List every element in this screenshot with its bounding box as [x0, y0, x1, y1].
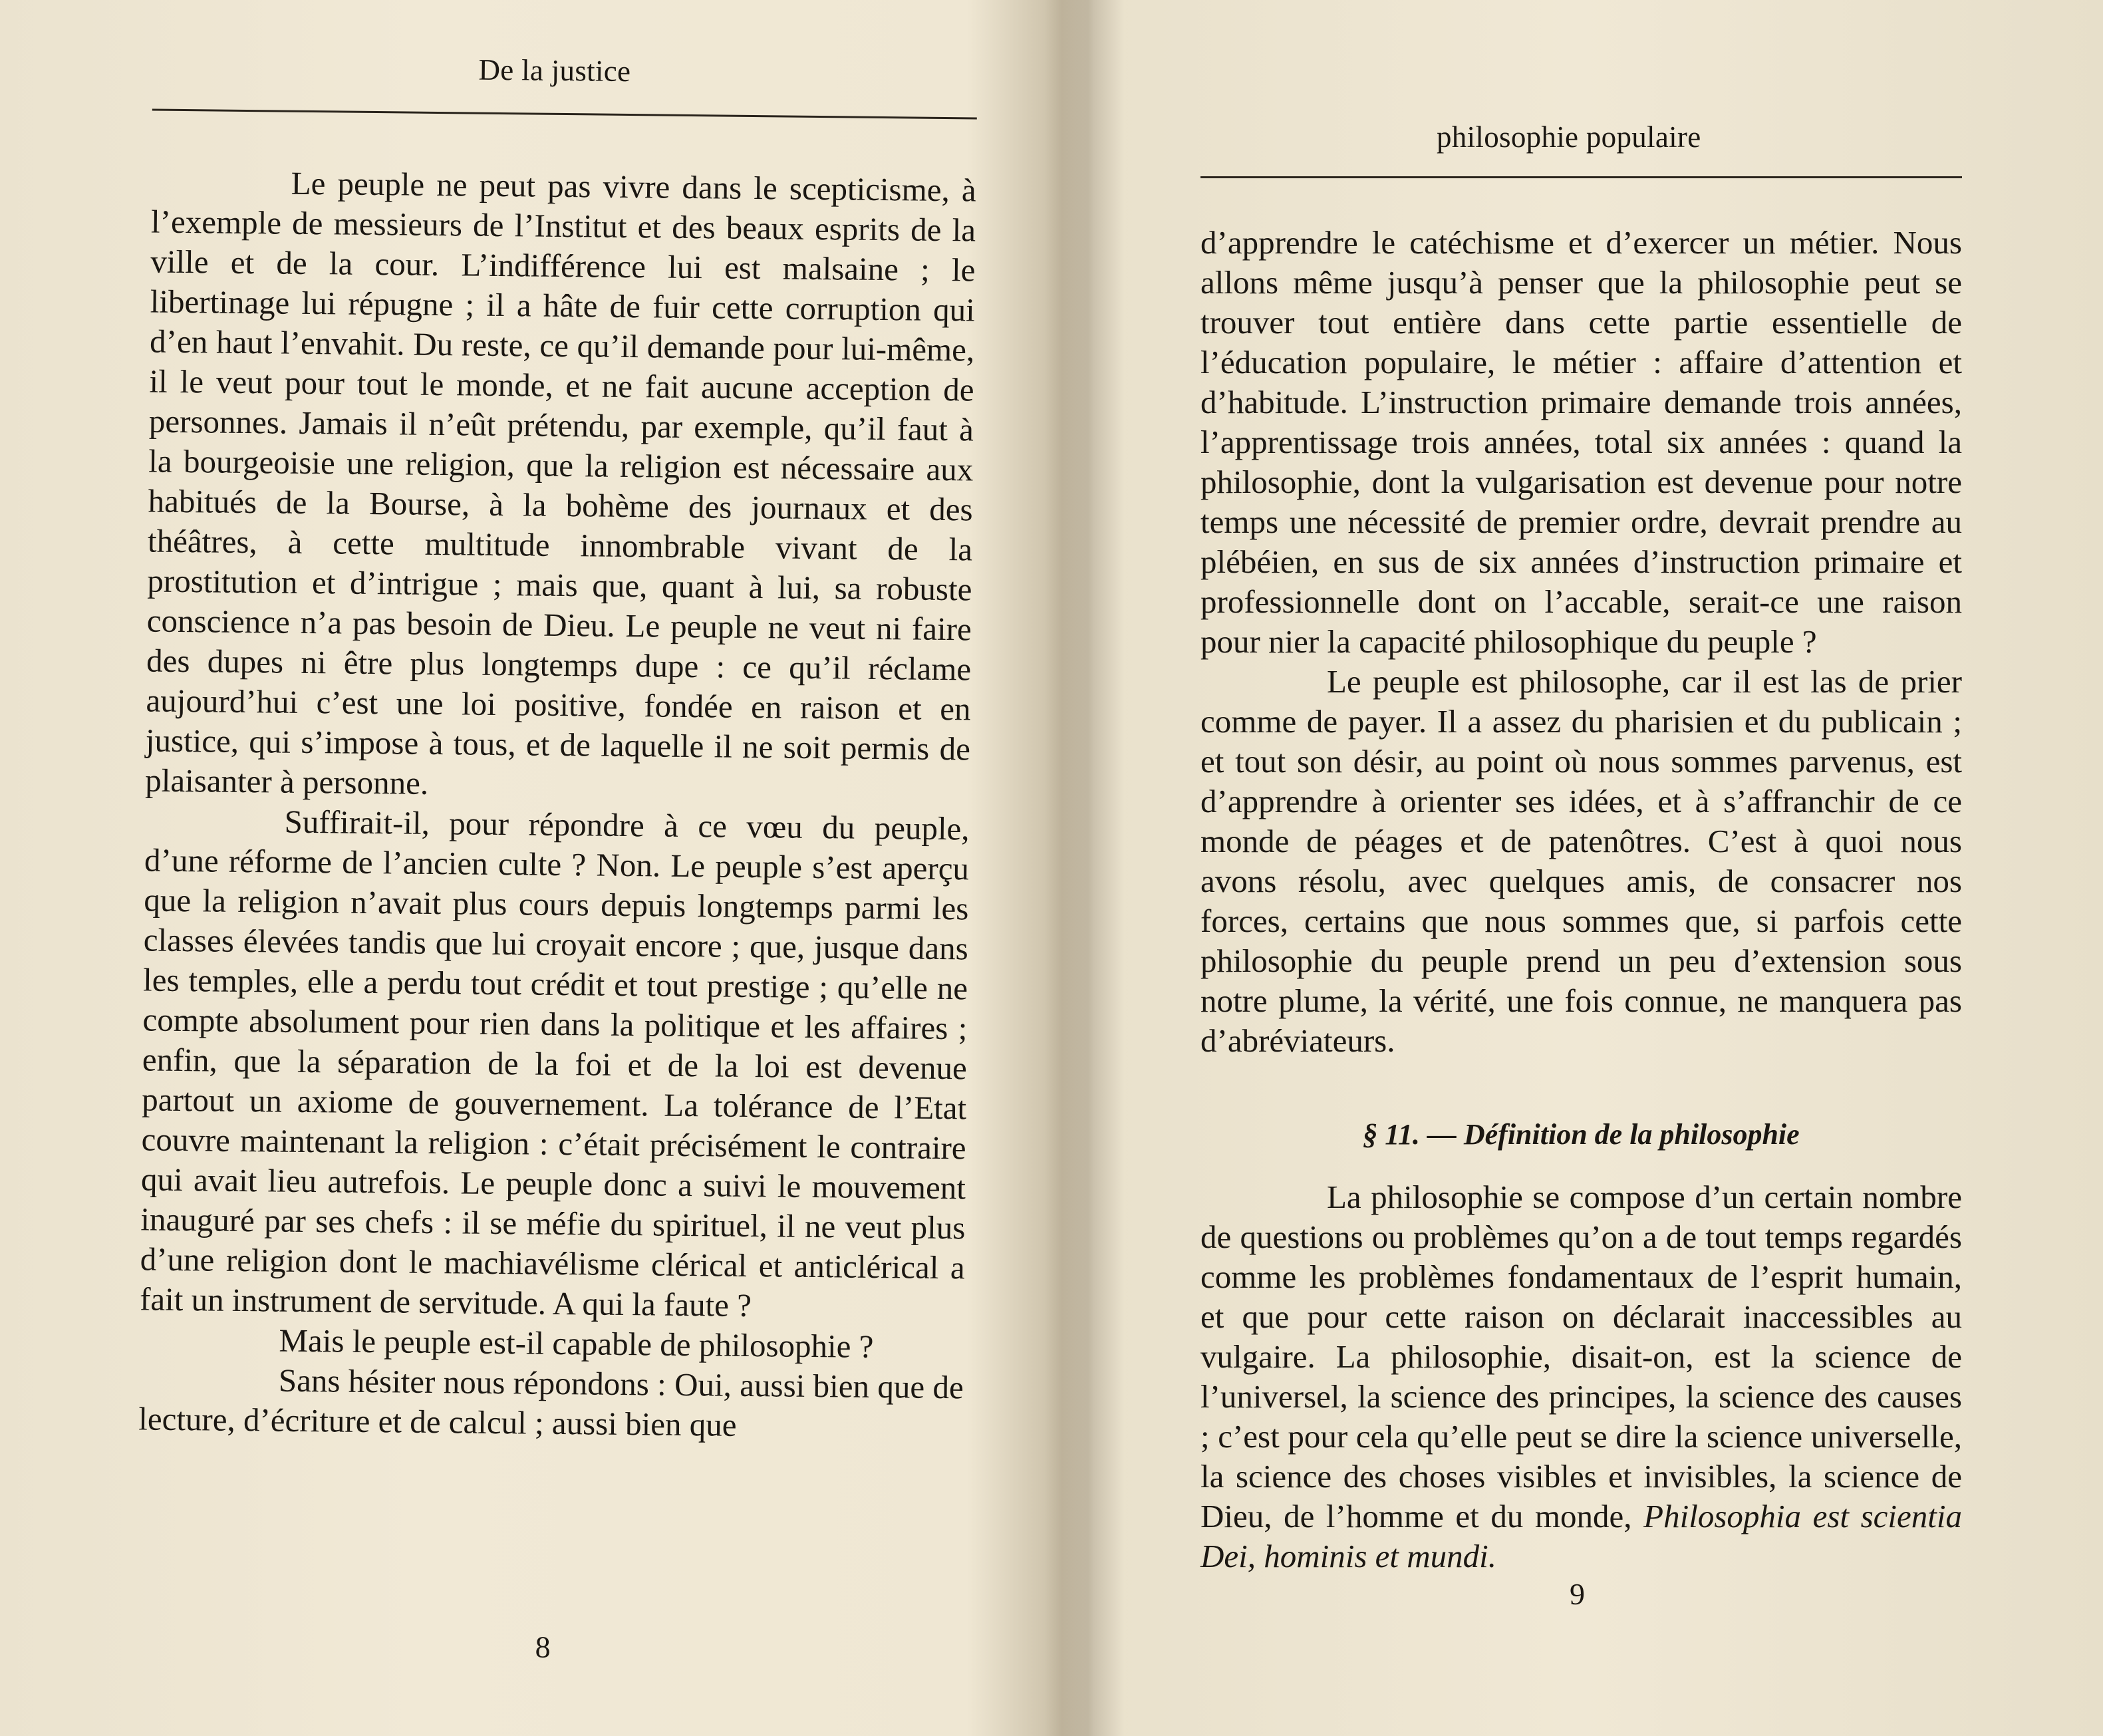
section-heading: § 11. — Définition de la philosophie — [1363, 1118, 1800, 1151]
right-body-text — [1200, 223, 1962, 1061]
right-paragraph-2: Le peuple est philosophe, car il est las de prier comme de payer. Il a assez du pharisien et du publicain ; et tout son désir, au point où nous sommes parvenus, est d’apprendre à orienter ses idées, et à s’affranchir de ce monde de péages et de patenôtres. C’est à quoi nous avons résolu, avec quelques amis, de consacrer nos forces, certains que nous sommes que, si parfois cette philosophie du peuple prend un peu d’extension sous notre plume, la vérité, une fois connue, ne manquera pas d’abréviateurs. — [1200, 663, 1962, 1059]
section-paragraph-text: La philosophie se compose d’un certain nombre de questions ou problèmes qu’on a de tout temps regardés comme les problèmes fondamentaux de l’esprit humain, et que pour cette raison on déclarait inaccessibles au vulgaire. La philosophie, disait-on, est la science de l’universel, la science des principes, la science des causes ; c’est pour cela qu’elle peut se dire la science universelle, la science des choses visibles et invisibles, la science de Dieu, de l’homme et du monde, — [1200, 1179, 1962, 1534]
left-paragraph-3: Mais le peuple est-il capable de philosophie ? — [279, 1322, 874, 1365]
section-body-text — [1200, 1177, 1962, 1576]
left-body-text — [138, 162, 976, 1447]
right-header-rule — [1200, 176, 1962, 178]
left-running-head: De la justice — [478, 53, 631, 88]
left-header-rule — [152, 109, 977, 120]
section-paragraph — [1200, 1177, 1962, 1576]
book-gutter — [1044, 0, 1124, 1736]
latin-quote: Philosophia est scientia Dei, hominis et mundi. — [1200, 1498, 1963, 1574]
right-paragraph-1: d’apprendre le catéchisme et d’exercer un métier. Nous allons même jusqu’à penser que la philosophie peut se trouver tout entière dans cette partie essentielle de l’éducation populaire, le métier : affaire d’attention et d’habitude. L’instruction primaire demande trois années, l’apprentissage trois années, total six années : quand la philosophie, dont la vulgarisation est devenue pour notre temps une nécessité de premier ordre, devrait prendre au plébéien, en sus de six années d’instruction primaire et professionnelle dont on l’accable, serait-ce une raison pour nier la capacité philosophique du peuple ? — [1200, 224, 1962, 660]
left-page — [116, 35, 998, 1687]
right-page — [1184, 100, 1975, 1643]
right-page-number: 9 — [1570, 1577, 1585, 1611]
right-running-head: philosophie populaire — [1437, 120, 1701, 154]
left-paragraph-4: Sans hésiter nous répondons : Oui, aussi bien que de lecture, d’écriture et de calcul ; aussi bien que — [138, 1362, 964, 1443]
left-paragraph-1: Le peuple ne peut pas vivre dans le scepticisme, à l’exemple de messieurs de l’Institut et des beaux esprits de la ville et de la cour. L’indifférence lui est malsaine ; le libertinage lui répugne ; il a hâte de fuir cette corruption qui d’en haut l’envahit. Du reste, ce qu’il demande pour lui-même, il le veut pour tout le monde, et ne fait aucune acception de personnes. Jamais il n’eût prétendu, par exemple, qu’il faut à la bourgeoisie une religion, que la religion est nécessaire aux habitués de la Bourse, à la bohème des journaux et des théâtres, à cette multitude innombrable vivant de la prostitution et d’intrigue ; mais que, quant à lui, sa robuste conscience n’a pas besoin de Dieu. Le peuple ne veut ni faire des dupes ni être plus longtemps dupe : ce qu’il réclame aujourd’hui c’est une loi positive, fondée en raison et en justice, qui s’impose à tous, et de laquelle il ne soit permis de plaisanter à personne. — [145, 164, 976, 801]
left-paragraph-2: Suffirait-il, pour répondre à ce vœu du peuple, d’une réforme de l’ancien culte ? Non. Le peuple s’est aperçu que la religion n’avait plus cours depuis longtemps parmi les classes élevées tandis que lui croyait encore ; que, jusque dans les temples, elle a perdu tout crédit et tout prestige ; qu’elle ne compte absolument pour rien dans la politique et les affaires ; enfin, que la séparation de la foi et de la loi est devenue partout un axiome de gouvernement. La tolérance de l’Etat couvre maintenant la religion : c’était précisément le contraire qui avait lieu autrefois. Le peuple donc a suivi le mouvement inauguré par ses chefs : il se méfie du spirituel, il ne veut plus d’une religion dont le machiavélisme clérical et anticlérical a fait un instrument de servitude. A qui la faute ? — [139, 803, 970, 1324]
left-page-number: 8 — [535, 1630, 551, 1664]
